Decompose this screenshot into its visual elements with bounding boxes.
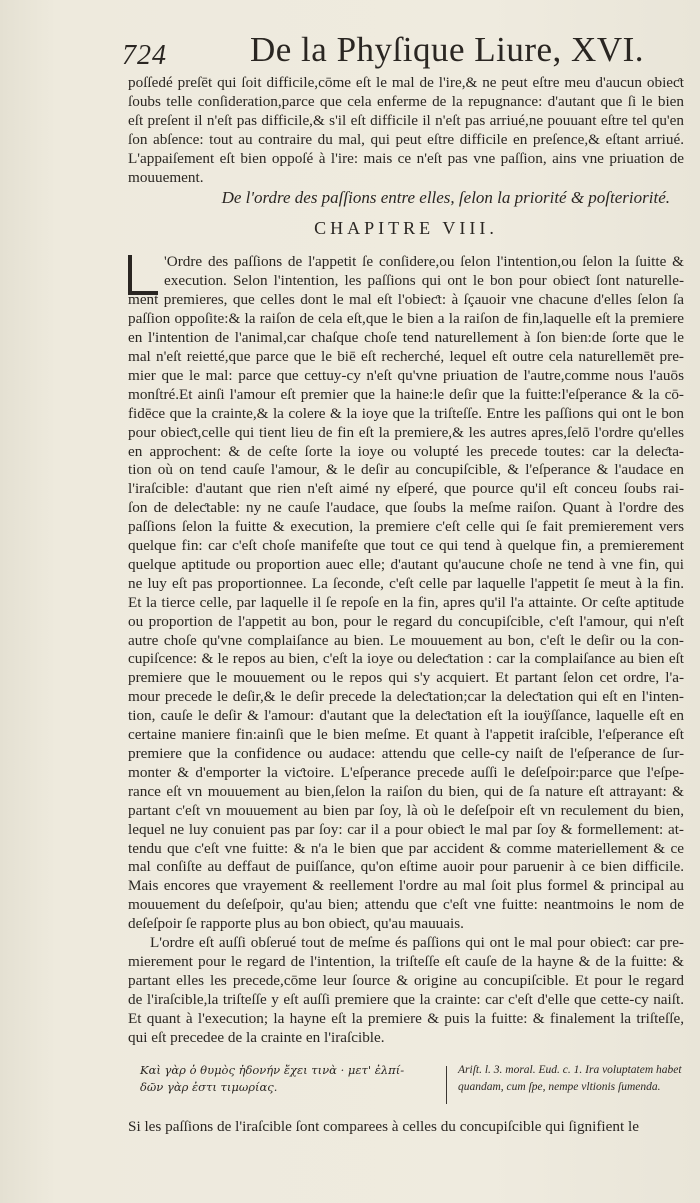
text-line: mal conſiſte au deffaut de puiſſance, qu'on eſtime auoir pour paruenir à ce bien difficile.	[128, 858, 684, 876]
text-line: poſſedé preſēt qui ſoit difficile,cōme eſt le mal de l'ire,& ne peut eſtre meu d'aucun obieƈt	[128, 74, 684, 91]
page-number: 724	[122, 40, 167, 71]
text-line: partant c'eſt vn mouuement au bien par ſoy, là où le deſeſpoir eſt vn reculement du bien,	[128, 801, 684, 819]
text-line: en approchent: & de ceſte ſorte la ioye ou volupté les precede toutes: car la deleƈta-	[128, 442, 684, 460]
text-line: lequel ne luy conuient pas par ſoy: car il a pour obieƈt le mal par ſoy & formellement: at-	[128, 820, 684, 838]
text-line: ſon abſence: tout au contraire du mal, qui peut eſtre difficile en preſence,& eſtant arriué.	[128, 130, 684, 148]
text-line: certaine maniere fin:ainſi que le bien meſme. Et quant à l'appetit iraſcible, l'eſperance eſt	[128, 726, 684, 744]
text-line: mouuement.	[128, 168, 204, 186]
text-line: mierement pour le regard de l'intention, la triſteſſe eſt cauſe de la hayne & de la fuitte: &	[128, 952, 684, 970]
catchword-line: Si les paſſions de l'iraſcible ſont comparees à celles du concupiſcible qui ſignifient le	[128, 1117, 639, 1135]
running-title: De la Phyſique Liure, XVI.	[250, 30, 645, 69]
section-heading: De l'ordre des paſſions entre elles, ſelon la priorité & poſteriorité.	[221, 188, 670, 208]
margin-notes	[128, 1062, 684, 1112]
text-line: mal n'eſt reietté,que parce que le biē eſt recherché, lequel eſt outre cela naturellemēt pre-	[128, 347, 684, 365]
citation-line: quandam, cum ſpe, nempe vltionis ſumenda.	[458, 1080, 661, 1093]
chapter-paragraph-1	[128, 253, 684, 934]
note-divider	[446, 1066, 447, 1104]
text-block	[128, 74, 684, 1136]
intro-paragraph	[128, 74, 684, 187]
chapter-paragraph-2	[128, 934, 684, 1047]
text-line: ou proportion de l'appetit au bon, pour le regard du concupiſcible, c'eſt l'amour, qui n'eſt	[128, 612, 684, 630]
text-line: fidēce que la crainte,& la colere & la ioye que la triſteſſe. Entre les paſſions qui ont le bon	[128, 404, 684, 422]
text-line: cupiſcence: & le repos au bien, c'eſt la ioye ou deleƈtation : car la complaiſance au bien eſt	[128, 650, 684, 668]
text-line: Mais encores que vrayement & reellement l'ordre au mal ſoit plus formel & principal au	[128, 877, 684, 895]
text-line: L'ordre eſt auſſi obſerué tout de meſme és paſſions qui ont le mal pour obieƈt: car pre-	[150, 934, 684, 952]
text-line: tion, cauſe le deſir & l'amour: d'autant que la deleƈtation eſt la iouÿſſance, laquelle eſt en	[128, 707, 684, 725]
text-line: de l'iraſcible,la triſteſſe y eſt auſſi premiere que la crainte: car c'eſt d'elle que cette-cy naiſt.	[128, 990, 684, 1008]
text-line: Et quant à l'execution; la hayne eſt la premiere & puis la fuitte: & finalement la triſteſſe,	[128, 1009, 684, 1027]
text-line: monter & d'emporter la viƈtoire. L'eſperance precede auſſi le deſeſpoir:parce que l'eſpe-	[128, 763, 684, 781]
text-line: quelque aptitude ou proportion auec elle; d'autant qu'aucune choſe ne tend à vne fin, qui	[128, 555, 684, 573]
drop-cap-initial	[128, 255, 158, 295]
text-line: premiere que le mouuement ou le repos qui s'y acquiert. Et partant ſelon cet ordre, l'a-	[128, 669, 684, 687]
text-line: mouuement du deſeſpoir, qu'au bien; attendu que c'eſt vne fuitte: neantmoins le nom de	[128, 896, 684, 914]
text-line: en l'intention de l'animal,car chaſque choſe tend naturellement à ſon bien:de ſorte que le	[128, 329, 684, 347]
text-line: ſon de deleƈtable: ny ne cauſe l'audace, que ſoubs la meſme raiſon. Quant à l'ordre des	[128, 499, 684, 517]
text-line: rance eſt vn mouuement au bien,ſelon la raiſon du bien, qui de ſa nature eſt attrayant: &	[128, 782, 684, 800]
text-line: pour obieƈt,celle qui tient lieu de fin eſt la premiere,& les autres apres,ſelō l'ordre qu'elles	[128, 423, 684, 441]
text-line: tion où on tend cauſe l'amour, & le deſir au concupiſcible, & l'eſperance & l'audace en	[128, 461, 684, 479]
greek-line: δῶν γὰρ ἐστι τιμωρίας.	[140, 1079, 278, 1094]
text-line: paſſions ſelon la fuitte & execution, la premiere c'eſt celle qui ſe fait premierement vers	[128, 518, 684, 536]
greek-line: Καὶ γὰρ ὁ θυμὸς ἡδονήν ἔχει τινὰ · μετ' ἐλπί-	[140, 1062, 405, 1077]
text-line: execution. Selon l'intention, les paſſions qui ont le bon pour obieƈt ſont naturelle-	[164, 272, 684, 290]
citation-line: Ariſt. l. 3. moral. Eud. c. 1. Ira voluptatem habet	[458, 1063, 682, 1076]
text-line: L'appaiſement eſt bien oppoſé à l'ire: mais ce n'eſt pas vne paſſion, ains vne priuation de	[128, 149, 684, 167]
text-line: eſt preſent il n'eſt pas difficile,& s'il eſt difficile il n'eſt pas arriué,ne pouuant eſtre tel qu'en	[128, 111, 684, 129]
text-line: ment premieres, que celles dont le mal eſt l'obieƈt: à ſçauoir vne chacune d'elles ſelon ſa	[128, 291, 684, 309]
aristotle-citation	[458, 1062, 688, 1096]
text-line: premiere que la confidence ou audace: attendu que celle-cy naiſt de l'eſperance de ſur-	[128, 745, 684, 762]
text-line: monſtré.Et ainſi l'amour eſt premier que la haine:le deſir que la fuitte:l'eſperance & la cō-	[128, 385, 684, 403]
text-line: tendu que c'eſt vne fuitte: & n'a le bien que par accident & comme materiellement & ce	[128, 839, 684, 857]
text-line: mour precede le deſir,& le deſir precede la deleƈtation;car la deleƈtation qui eſt en l'inten-	[128, 688, 684, 706]
text-line: quelque fin: car c'eſt choſe manifeſte que tout ce qui tend à quelque fin, a premierement	[128, 537, 684, 555]
text-line: l'iraſcible: d'autant que rien n'eſt aimé ny eſperé, que pource qu'il eſt conceu ſoubs rai-	[128, 480, 684, 498]
greek-quotation	[140, 1062, 430, 1096]
text-line: mier que le mal: parce que cettuy-cy n'eſt qu'vne priuation de l'autre,comme nous l'auōs	[128, 366, 684, 384]
text-line: ſoubs telle conſideration,parce que cela enferme de la repugnance: d'autant que ſi le bien	[128, 92, 684, 110]
text-line: paſſion oppoſite:& la raiſon de cela eſt,que le bien a la raiſon de fin,laquelle eſt la premiere	[128, 310, 684, 328]
text-line: Et la tierce celle, par laquelle il ſe repoſe en la fin, apres qu'il l'a attainte. Or ceſte aptitude	[128, 593, 684, 611]
page-header	[122, 26, 660, 76]
text-line: qui eſt precedee de la crainte en l'iraſcible.	[128, 1028, 385, 1046]
text-line: autre choſe qu'vne complaiſance au bien. Le mouuement au bon, c'eſt le deſir ou la con-	[128, 631, 684, 649]
text-line: 'Ordre des paſſions de l'appetit ſe conſidere,ou ſelon l'intention,ou ſelon la ſuitte &	[164, 253, 684, 271]
text-line: deſeſpoir ſe rapporte plus au bon obieƈt, qu'au mauuais.	[128, 915, 464, 933]
text-line: ne luy eſt pas proportionnee. La ſeconde, c'eſt celle par laquelle l'appetit ſe meut à la fin.	[128, 574, 684, 592]
chapter-title: CHAPITRE VIII.	[314, 218, 498, 239]
text-line: partant elles les precede,cōme leur ſource & origine au concupiſcible. Et pour le regard	[128, 971, 684, 989]
